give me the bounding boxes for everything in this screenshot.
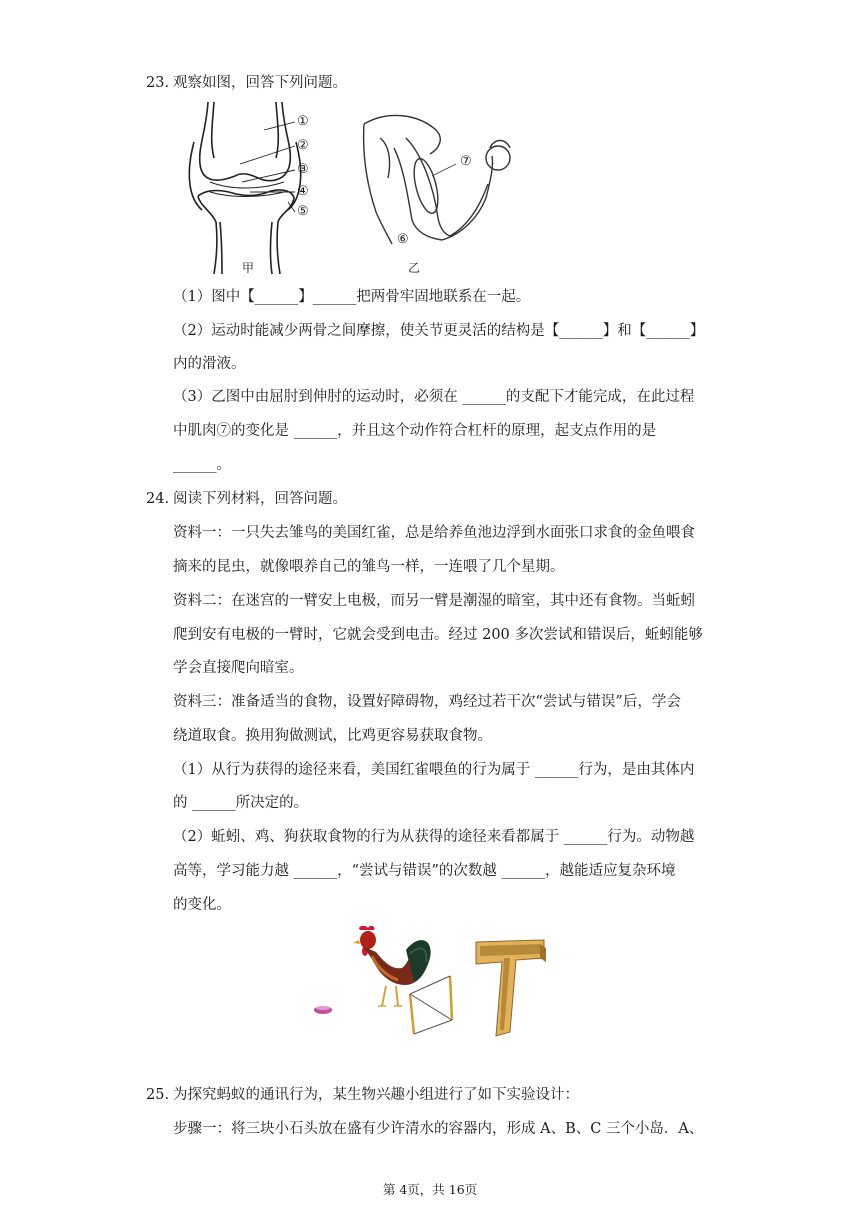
q23-part-3-line-3: ______。 (173, 457, 231, 473)
q23-part-2-line-2: 内的滑液。 (173, 356, 246, 372)
material-3-line-1: 资料三：准备适当的食物，设置好障碍物，鸡经过若干次“尝试与错误”后，学会 (173, 694, 681, 710)
q23-part-3-line-1: （3）乙图中由屈肘到伸肘的运动时，必须在 ______的支配下才能完成，在此过程 (173, 389, 695, 405)
q24-part-2-line-3: 的变化。 (173, 897, 231, 913)
q24-part-2-line-1: （2）蚯蚓、鸡、狗获取食物的行为从获得的途径来看都属于 ______行为。动物越 (173, 829, 695, 845)
rooster-maze-illustration (310, 924, 550, 1044)
question-25-number: 25. (146, 1087, 170, 1103)
fig-jia-label: 甲 (242, 261, 255, 274)
question-23-number: 23. (146, 75, 170, 91)
q24-part-2-line-2: 高等，学习能力越 ______，“尝试与错误”的次数越 ______，越能适应复杂环境 (173, 863, 676, 879)
arm-muscle-figure (358, 108, 518, 274)
material-2-line-1: 资料二：在迷宫的一臂安上电极，而另一臂是潮湿的暗室，其中还有食物。当蚯蚓 (173, 593, 695, 609)
q24-part-1-line-2: 的 ______所决定的。 (173, 795, 309, 811)
q23-part-1: （1）图中【______】______把两骨牢固地联系在一起。 (173, 289, 531, 305)
q25-step-1: 步骤一：将三块小石头放在盛有少许清水的容器内，形成 A、B、C 三个小岛．A、 (173, 1121, 704, 1137)
material-2-line-3: 学会直接爬向暗室。 (173, 660, 304, 676)
t-maze-drawing (476, 940, 546, 1036)
q23-part-2-line-1: （2）运动时能减少两骨之间摩擦，使关节更灵活的结构是【______】和【______】 (173, 323, 705, 339)
label-3: ③ (297, 162, 309, 177)
question-24-number: 24. (146, 491, 170, 507)
label-7: ⑦ (460, 154, 472, 169)
question-25-prompt: 为探究蚂蚁的通讯行为，某生物兴趣小组进行了如下实验设计： (173, 1087, 579, 1103)
label-5: ⑤ (297, 204, 309, 219)
fig-yi-label: 乙 (408, 261, 421, 274)
question-24-prompt: 阅读下列材料，回答问题。 (173, 491, 347, 507)
material-3-line-2: 绕道取食。换用狗做测试，比鸡更容易获取食物。 (173, 728, 492, 744)
label-2: ② (297, 138, 309, 153)
q23-part-3-line-2: 中肌肉⑦的变化是 ______，并且这个动作符合杠杆的原理，起支点作用的是 (173, 423, 657, 439)
page-footer: 第 4页，共 16页 (382, 1182, 478, 1197)
label-4: ④ (297, 184, 309, 199)
material-1-line-2: 摘来的昆虫，就像喂养自己的雏鸟一样，一连喂了几个星期。 (173, 559, 565, 575)
q24-part-1-line-1: （1）从行为获得的途径来看，美国红雀喂鱼的行为属于 ______行为，是由其体内 (173, 762, 695, 778)
rooster-drawing (353, 926, 431, 1006)
question-23-prompt: 观察如图，回答下列问题。 (173, 75, 347, 91)
barrier-drawing (410, 976, 452, 1034)
material-2-line-2: 爬到安有电极的一臂时，它就会受到电击。经过 200 多次尝试和错误后，蚯蚓能够 (173, 627, 703, 643)
label-6: ⑥ (397, 232, 409, 247)
material-1-line-1: 资料一：一只失去雏鸟的美国红雀，总是给养鱼池边浮到水面张口求食的金鱼喂食 (173, 525, 695, 541)
label-1: ① (297, 114, 309, 129)
